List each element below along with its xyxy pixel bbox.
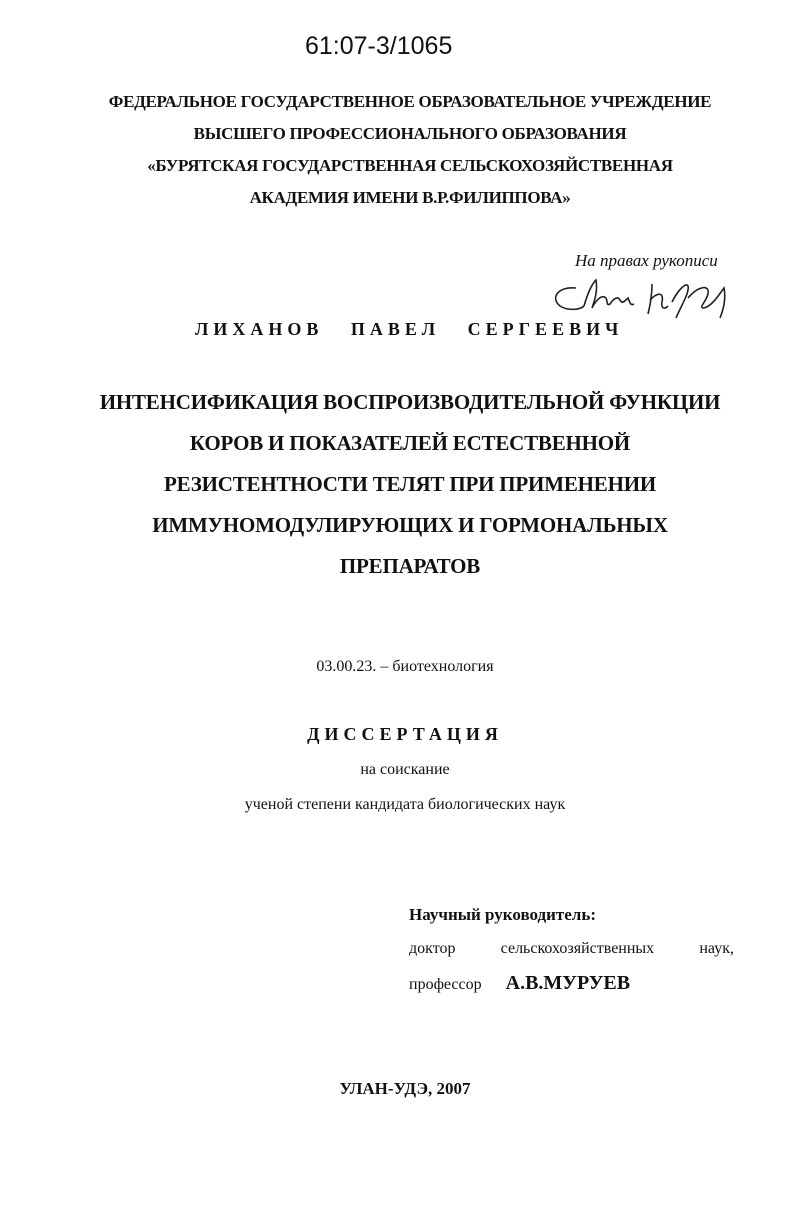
rights-note: На правах рукописи [575, 251, 718, 270]
institution-line: ВЫСШЕГО ПРОФЕССИОНАЛЬНОГО ОБРАЗОВАНИЯ [193, 124, 627, 143]
supervisor-position-line [409, 967, 734, 1001]
supervisor-degree: доктор сельскохозяйственных наук, [409, 940, 734, 957]
supervisor-label: Научный руководитель: [409, 905, 596, 924]
title-line: ИММУНОМОДУЛИРУЮЩИХ И ГОРМОНАЛЬНЫХ [152, 513, 668, 537]
author-name: ЛИХАНОВ ПАВЕЛ СЕРГЕЕВИЧ [195, 319, 624, 339]
title-line: РЕЗИСТЕНТНОСТИ ТЕЛЯТ ПРИ ПРИМЕНЕНИИ [164, 472, 656, 496]
institution-header [40, 86, 780, 214]
institution-line: ФЕДЕРАЛЬНОЕ ГОСУДАРСТВЕННОЕ ОБРАЗОВАТЕЛЬНОЕ УЧРЕЖДЕНИЕ [108, 92, 712, 111]
seeking-text: на соискание [360, 761, 450, 778]
institution-line: АКАДЕМИЯ ИМЕНИ В.Р.ФИЛИППОВА» [249, 188, 571, 207]
document-type: ДИССЕРТАЦИЯ [307, 724, 503, 744]
dissertation-title [40, 382, 780, 587]
supervisor-position: профессор [409, 976, 482, 993]
title-line: ИНТЕНСИФИКАЦИЯ ВОСПРОИЗВОДИТЕЛЬНОЙ ФУНКЦИИ [99, 390, 721, 414]
degree-text: ученой степени кандидата биологических наук [244, 796, 566, 813]
title-line: КОРОВ И ПОКАЗАТЕЛЕЙ ЕСТЕСТВЕННОЙ [189, 431, 631, 455]
city-year: УЛАН-УДЭ, 2007 [339, 1079, 471, 1098]
title-line: ПРЕПАРАТОВ [339, 554, 481, 578]
supervisor-name: А.В.МУРУЕВ [505, 972, 631, 994]
supervisor-block [409, 899, 734, 1001]
specialty-code: 03.00.23. – биотехнология [316, 658, 494, 675]
archive-stamp: 61:07-3/1065 [305, 32, 453, 60]
institution-line: «БУРЯТСКАЯ ГОСУДАРСТВЕННАЯ СЕЛЬСКОХОЗЯЙСТВЕННАЯ [147, 156, 673, 175]
